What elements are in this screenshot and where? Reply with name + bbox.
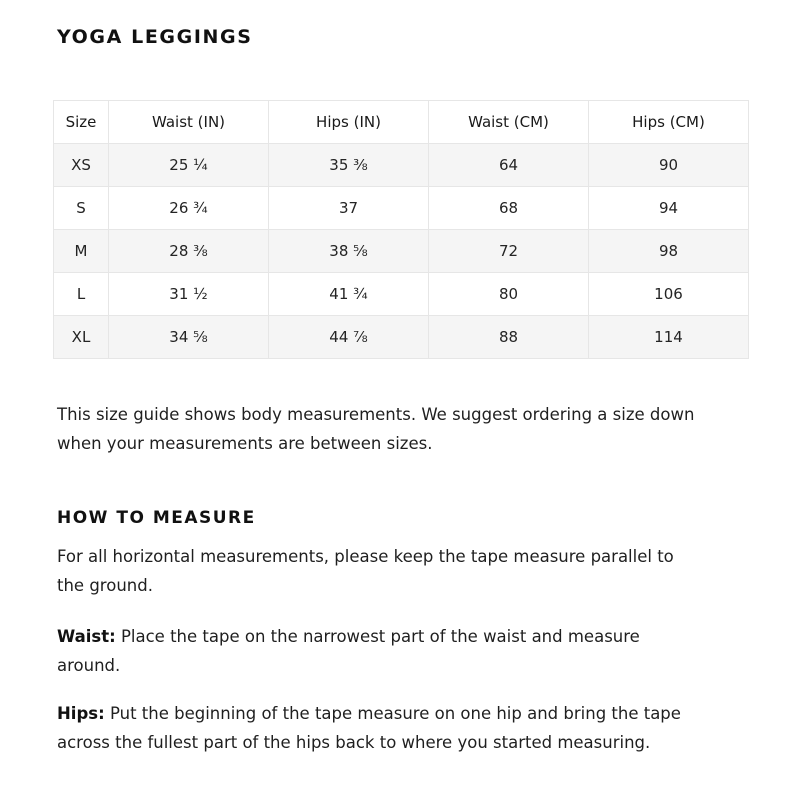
cell-hips-cm: 90 xyxy=(589,144,749,187)
table-row xyxy=(54,144,749,187)
cell-hips-cm: 98 xyxy=(589,230,749,273)
hips-instruction-text: Put the beginning of the tape measure on one hip and bring the tape across the fullest part of the hips back to where you started measuring. xyxy=(57,704,681,752)
cell-waist-in: 25 ¼ xyxy=(109,144,269,187)
page-title: YOGA LEGGINGS xyxy=(57,26,253,48)
cell-hips-cm: 94 xyxy=(589,187,749,230)
size-chart-container xyxy=(53,100,748,359)
cell-hips-in: 35 ⅜ xyxy=(269,144,429,187)
cell-size: L xyxy=(54,273,109,316)
cell-hips-cm: 114 xyxy=(589,316,749,359)
column-header-waist-in: Waist (IN) xyxy=(109,101,269,144)
table-row xyxy=(54,187,749,230)
hips-instruction-label: Hips: xyxy=(57,704,105,723)
hips-instruction xyxy=(57,699,697,757)
cell-waist-cm: 64 xyxy=(429,144,589,187)
cell-waist-cm: 72 xyxy=(429,230,589,273)
cell-waist-in: 34 ⅝ xyxy=(109,316,269,359)
column-header-hips-cm: Hips (CM) xyxy=(589,101,749,144)
cell-size: XL xyxy=(54,316,109,359)
cell-waist-in: 26 ¾ xyxy=(109,187,269,230)
cell-size: S xyxy=(54,187,109,230)
size-chart-header xyxy=(54,101,749,144)
table-row xyxy=(54,273,749,316)
size-guide-note: This size guide shows body measurements. We suggest ordering a size down when your measurements are between sizes. xyxy=(57,405,695,453)
how-to-measure-heading: HOW TO MEASURE xyxy=(57,508,256,528)
waist-instruction-text: Place the tape on the narrowest part of the waist and measure around. xyxy=(57,627,640,675)
cell-hips-cm: 106 xyxy=(589,273,749,316)
table-row xyxy=(54,316,749,359)
cell-hips-in: 37 xyxy=(269,187,429,230)
cell-waist-cm: 80 xyxy=(429,273,589,316)
column-header-hips-in: Hips (IN) xyxy=(269,101,429,144)
table-header-row xyxy=(54,101,749,144)
cell-size: XS xyxy=(54,144,109,187)
waist-instruction xyxy=(57,622,697,680)
cell-waist-in: 31 ½ xyxy=(109,273,269,316)
cell-waist-cm: 88 xyxy=(429,316,589,359)
cell-waist-cm: 68 xyxy=(429,187,589,230)
size-chart-body xyxy=(54,144,749,359)
cell-hips-in: 38 ⅝ xyxy=(269,230,429,273)
column-header-waist-cm: Waist (CM) xyxy=(429,101,589,144)
cell-hips-in: 41 ¾ xyxy=(269,273,429,316)
column-header-size: Size xyxy=(54,101,109,144)
size-chart-table xyxy=(53,100,749,359)
waist-instruction-label: Waist: xyxy=(57,627,116,646)
cell-size: M xyxy=(54,230,109,273)
tape-parallel-note: For all horizontal measurements, please keep the tape measure parallel to the ground. xyxy=(57,547,674,595)
cell-hips-in: 44 ⅞ xyxy=(269,316,429,359)
cell-waist-in: 28 ⅜ xyxy=(109,230,269,273)
table-row xyxy=(54,230,749,273)
